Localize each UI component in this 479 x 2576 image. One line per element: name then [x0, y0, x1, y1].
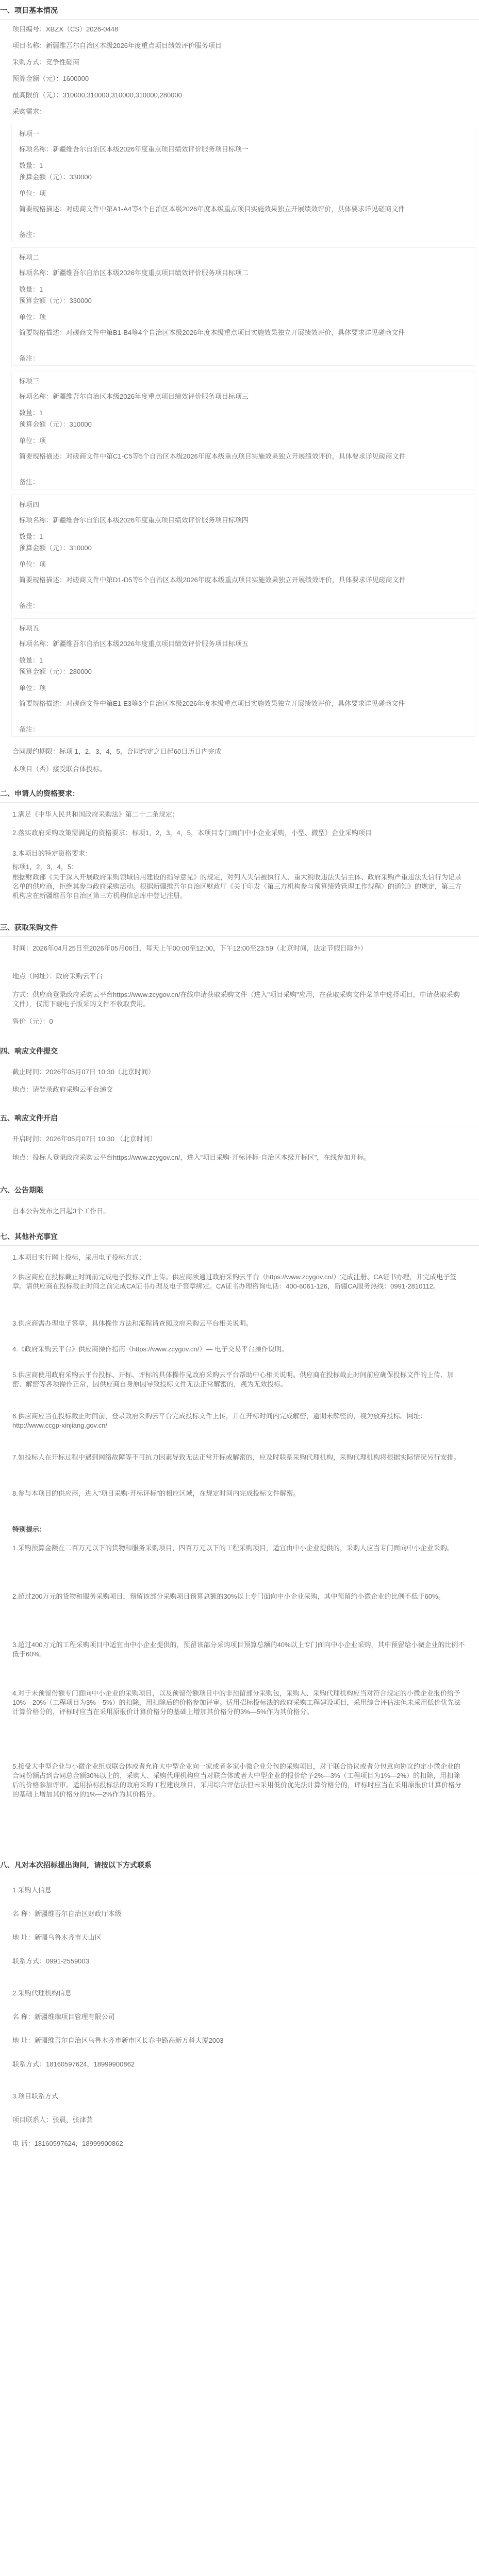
- lot-id: 标项二: [19, 253, 40, 261]
- needs-label: 采购需求：: [12, 108, 46, 115]
- lot-budget: 预算金额（元）：330000: [19, 297, 92, 304]
- lot-remark: 备注：: [19, 602, 40, 609]
- opening-place: 地点：投标人登录政府采购云平台https://www.zcygov.cn/，进入"项目采购-开标评标-自治区本级开标区"，在线参加开标。: [12, 1154, 371, 1161]
- lot-brief: 简要规格描述：对磋商文件中第A1-A4等4个自治区本级2026年度本级重点项目实施效果独立开展绩效评价，具体要求详见磋商文件: [19, 205, 405, 213]
- supplement-3: 3.供应商需办理电子签章、具体操作方法和流程请查阅政府采购云平台相关说明。: [12, 1319, 253, 1327]
- supplement-5: 5.供应商使用政府采购云平台投标、开标、评标的具体操作见政府采购云平台帮助中心相关说明。供应商在投标截止时间前应确保投标文件的上传、加密、解密等各项操作正常，因供应商自身原因导致投标文件无法正常解密的，视为无效投标。: [12, 1371, 454, 1388]
- opening-time: 开启时间：2026年05月07日 10:30 （北京时间）: [12, 1135, 157, 1143]
- lot-budget: 预算金额（元）：330000: [19, 173, 92, 181]
- project-number: 项目编号：XBZX（CS）2026-0448: [12, 25, 119, 33]
- section-3-title: 三、获取采购文件: [0, 922, 479, 937]
- lot-quantity: 数量：1: [19, 656, 43, 664]
- supplement-8: 8.参与本项目的供应商，进入"项目采购-开标评标"的相应区域，在规定时间内完成投标文件解密。: [12, 1489, 300, 1497]
- section-7-title: 七、其他补充事宜: [0, 1231, 479, 1246]
- qual-item-3-detail: 根据财政部《关于深入开展政府采购领域信用建设的指导意见》的规定，对列入失信被执行人、重大税收违法失信主体、政府采购严重违法失信行为记录名单的供应商，拒绝其参与政府采购活动。根据新疆维吾尔自治区财政厅《关于印发〈第三方机构参与预算绩效管理工作规程〉的通知》的规定，第三方机构应在新疆维吾尔自治区第三方机构信息库中登记注册。: [12, 873, 462, 900]
- qual-item-3-lots: 标项1，2，3，4，5：: [12, 863, 78, 871]
- buyer-phone: 联系方式：0991-2559003: [12, 1957, 89, 1965]
- lot-remark: 备注：: [19, 478, 40, 486]
- supplement-7: 7.如投标人在开标过程中遇到网络故障等不可抗力因素导致无法正常开标或解密的，应及时联系采购代理机构，采购代理机构将根据实际情况另行安排。: [12, 1453, 460, 1461]
- doc-price: 售价（元）：0: [12, 1018, 53, 1025]
- special-notice-5: 5.接受大中型企业与小微企业组成联合体或者允许大中型企业向一家或者多家小微企业分包的采购项目，对于联合协议或者分包意向协议约定小微企业的合同份额占到合同总金额30%以上的，采购人、采购代理机构应当对联合体或者大中型企业的报价给予2%—3%（工程项目为1%—2%）的扣除，用扣除后的价格参加评审。适用招标投标法的政府采购工程建设项目，采用综合评估法但未采用低价优先法计算价格分的，评标时应当在采用原报价计算价格分的基础上增加其价格分的1%—2%作为其价格分。: [12, 1762, 462, 1798]
- special-notice-3: 3.超过400万元的工程采购项目中适宜由中小企业提供的，预留该部分采购项目预算总额的40%以上专门面向中小企业采购，其中预留给小微企业的比例不低于60%。: [12, 1641, 465, 1658]
- lot-quantity: 数量：1: [19, 409, 43, 417]
- lot-quantity: 数量：1: [19, 285, 43, 293]
- lot-budget: 预算金额（元）：310000: [19, 544, 92, 552]
- lot-card: [11, 247, 475, 366]
- lot-card: [11, 495, 475, 613]
- lot-brief: 简要规格描述：对磋商文件中第D1-D5等5个自治区本级2026年度本级重点项目实施效果独立开展绩效评价，具体要求详见磋商文件: [19, 576, 406, 584]
- doc-time: 时间：2026年04月25日至2026年05月06日，每天上午00:00至12:00，下午12:00至23:59（北京时间，法定节假日除外）: [12, 944, 367, 952]
- qual-item-2: 2.落实政府采购政策需满足的资格要求：标项1，2，3，4，5，本项目专门面向中小企业采购，小型、微型）企业采购项目: [12, 829, 372, 837]
- project-contact-person: 项目联系人：张晨，张津芸: [12, 2116, 93, 2124]
- procurement-method: 采购方式：竞争性磋商: [12, 58, 80, 66]
- notice-period: 自本公告发布之日起3个工作日。: [12, 1207, 110, 1215]
- qual-item-1: 1.满足《中华人民共和国政府采购法》第二十二条规定；: [12, 810, 179, 818]
- lot-unit: 单位：项: [19, 190, 46, 197]
- lot-quantity: 数量：1: [19, 533, 43, 540]
- lot-unit: 单位：项: [19, 313, 46, 321]
- section-6-title: 六、公告期限: [0, 1185, 479, 1199]
- lot-remark: 备注：: [19, 725, 40, 733]
- agent-address: 地 址：新疆维吾尔自治区乌鲁木齐市新市区长春中路高新万科大厦2003: [12, 2037, 224, 2044]
- lot-brief: 简要规格描述：对磋商文件中第B1-B4等4个自治区本级2026年度本级重点项目实施效果独立开展绩效评价，具体要求详见磋商文件: [19, 329, 405, 336]
- buyer-name: 名 称：新疆维吾尔自治区财政厅本级: [12, 1910, 122, 1918]
- budget-amount: 预算金额（元）：1600000: [12, 75, 89, 82]
- consortium-note: 本项目（否）接受联合体投标。: [12, 765, 107, 773]
- lot-name: 标项名称：新疆维吾尔自治区本级2026年度重点项目绩效评价服务项目标项五: [19, 640, 249, 648]
- doc-method: 方式：供应商登录政府采购云平台https://www.zcygov.cn/在线申请获取采购文件（进入"项目采购"应用，在获取采购文件菜单中选择项目，申请获取采购文件），仅需下载电子版采购文件不收取费用。: [12, 991, 460, 1008]
- supplement-1: 1.本项目实行网上投标，采用电子投标方式；: [12, 1253, 145, 1261]
- lot-card: [11, 618, 475, 737]
- project-contact-phone: 电 话：18160597624，18999900862: [12, 2140, 123, 2147]
- buyer-heading: 1.采购人信息: [12, 1886, 52, 1894]
- lot-budget: 预算金额（元）：280000: [19, 668, 92, 675]
- agent-phone: 联系方式：18160597624，18999900862: [12, 2060, 135, 2068]
- submit-place: 地点：请登录政府采购云平台递交: [12, 1086, 113, 1093]
- buyer-address: 地 址：新疆乌鲁木齐市天山区: [12, 1934, 102, 1941]
- lot-id: 标项一: [19, 130, 40, 138]
- section-8-title: 八、凡对本次招标提出询问，请按以下方式联系: [0, 1860, 479, 1874]
- agent-name: 名 称：新疆维瑞项目管理有限公司: [12, 2013, 115, 2021]
- lot-unit: 单位：项: [19, 437, 46, 445]
- lot-name: 标项名称：新疆维吾尔自治区本级2026年度重点项目绩效评价服务项目标项二: [19, 269, 249, 277]
- section-4-title: 四、响应文件提交: [0, 1046, 479, 1060]
- special-notice-1: 1.采购预算金额在二百万元以下的货物和服务采购项目，四百万元以下的工程采购项目，适宜由中小企业提供的，采购人应当专门面向中小企业采购。: [12, 1544, 454, 1552]
- supplement-6: 6.供应商应当在投标截止时间前，登录政府采购云平台完成投标文件上传，并在开标时间内完成解密，逾期未解密的，视为放弃投标。网址：http://www.ccgp-xinjiang.gov.cn/: [12, 1412, 427, 1429]
- section-5-title: 五、响应文件开启: [0, 1113, 479, 1127]
- lot-budget: 预算金额（元）：310000: [19, 420, 92, 428]
- qual-item-3: 3.本项目的特定资格要求：: [12, 850, 92, 857]
- lot-card: [11, 371, 475, 489]
- lot-brief: 简要规格描述：对磋商文件中第E1-E3等3个自治区本级2026年度本级重点项目实施效果独立开展绩效评价，具体要求详见磋商文件: [19, 700, 405, 707]
- lot-name: 标项名称：新疆维吾尔自治区本级2026年度重点项目绩效评价服务项目标项一: [19, 145, 249, 153]
- supplement-4: 4.《政府采购云平台》供应商操作指南（https://www.zcygov.cn/）— 电子交易平台操作说明。: [12, 1345, 288, 1353]
- section-2-title: 二、申请人的资格要求：: [0, 788, 479, 803]
- lot-unit: 单位：项: [19, 561, 46, 568]
- supplement-2: 2.供应商应在投标截止时间前完成电子投标文件上传。供应商须通过政府采购云平台（https://www.zcygov.cn/）完成注册、CA证书办理，并完成电子签章。请供应商在投标截止时间之前完成CA证书办理及电子签章绑定。CA证书办理咨询电话：400-6061-126，新疆CA服务热线：0991-2810112。: [12, 1273, 457, 1290]
- lot-id: 标项三: [19, 377, 40, 385]
- special-notice-title: 特别提示：: [12, 1526, 46, 1533]
- lot-card: [11, 124, 475, 242]
- lot-unit: 单位：项: [19, 684, 46, 692]
- submit-deadline: 截止时间：2026年05月07日 10:30（北京时间）: [12, 1068, 155, 1076]
- project-name: 项目名称：新疆维吾尔自治区本级2026年度重点项目绩效评价服务项目: [12, 42, 222, 49]
- lot-remark: 备注：: [19, 354, 40, 362]
- lot-remark: 备注：: [19, 231, 40, 239]
- project-contact-heading: 3.项目联系方式: [12, 2092, 58, 2100]
- doc-place: 地点（网址）：政府采购云平台: [12, 972, 103, 980]
- lot-id: 标项五: [19, 624, 40, 632]
- contract-period: 合同履约期限：标项 1，2，3，4，5，合同约定之日起60日历日内完成: [12, 748, 222, 755]
- lot-brief: 简要规格描述：对磋商文件中第C1-C5等5个自治区本级2026年度本级重点项目实施效果独立开展绩效评价，具体要求详见磋商文件: [19, 452, 406, 460]
- special-notice-2: 2.超过200万元的货物和服务采购项目，预留该部分采购项目预算总额的30%以上专门面向中小企业采购，其中预留给小微企业的比例不低于60%。: [12, 1592, 445, 1600]
- lot-max-prices: 最高限价（元）：310000,310000,310000,310000,280000: [12, 91, 182, 99]
- lot-quantity: 数量：1: [19, 162, 43, 170]
- special-notice-4: 4.对于未预留份额专门面向中小企业的采购项目，以及预留份额项目中的非预留部分采购包，采购人、采购代理机构应当对符合规定的小微企业报价给予10%—20%（工程项目为3%—5%）的扣除，用扣除后的价格参加评审。适用招标投标法的政府采购工程建设项目，采用综合评估法但未采用低价优先法计算价格分的，评标时应当在采用原报价计算价格分的基础上增加其价格分的3%—5%作为其价格分。: [12, 1689, 461, 1716]
- lot-id: 标项四: [19, 501, 40, 509]
- agent-heading: 2.采购代理机构信息: [12, 1989, 72, 1997]
- lot-name: 标项名称：新疆维吾尔自治区本级2026年度重点项目绩效评价服务项目标项三: [19, 393, 249, 400]
- section-1-title: 一、项目基本情况: [0, 5, 479, 20]
- lot-name: 标项名称：新疆维吾尔自治区本级2026年度重点项目绩效评价服务项目标项四: [19, 516, 249, 524]
